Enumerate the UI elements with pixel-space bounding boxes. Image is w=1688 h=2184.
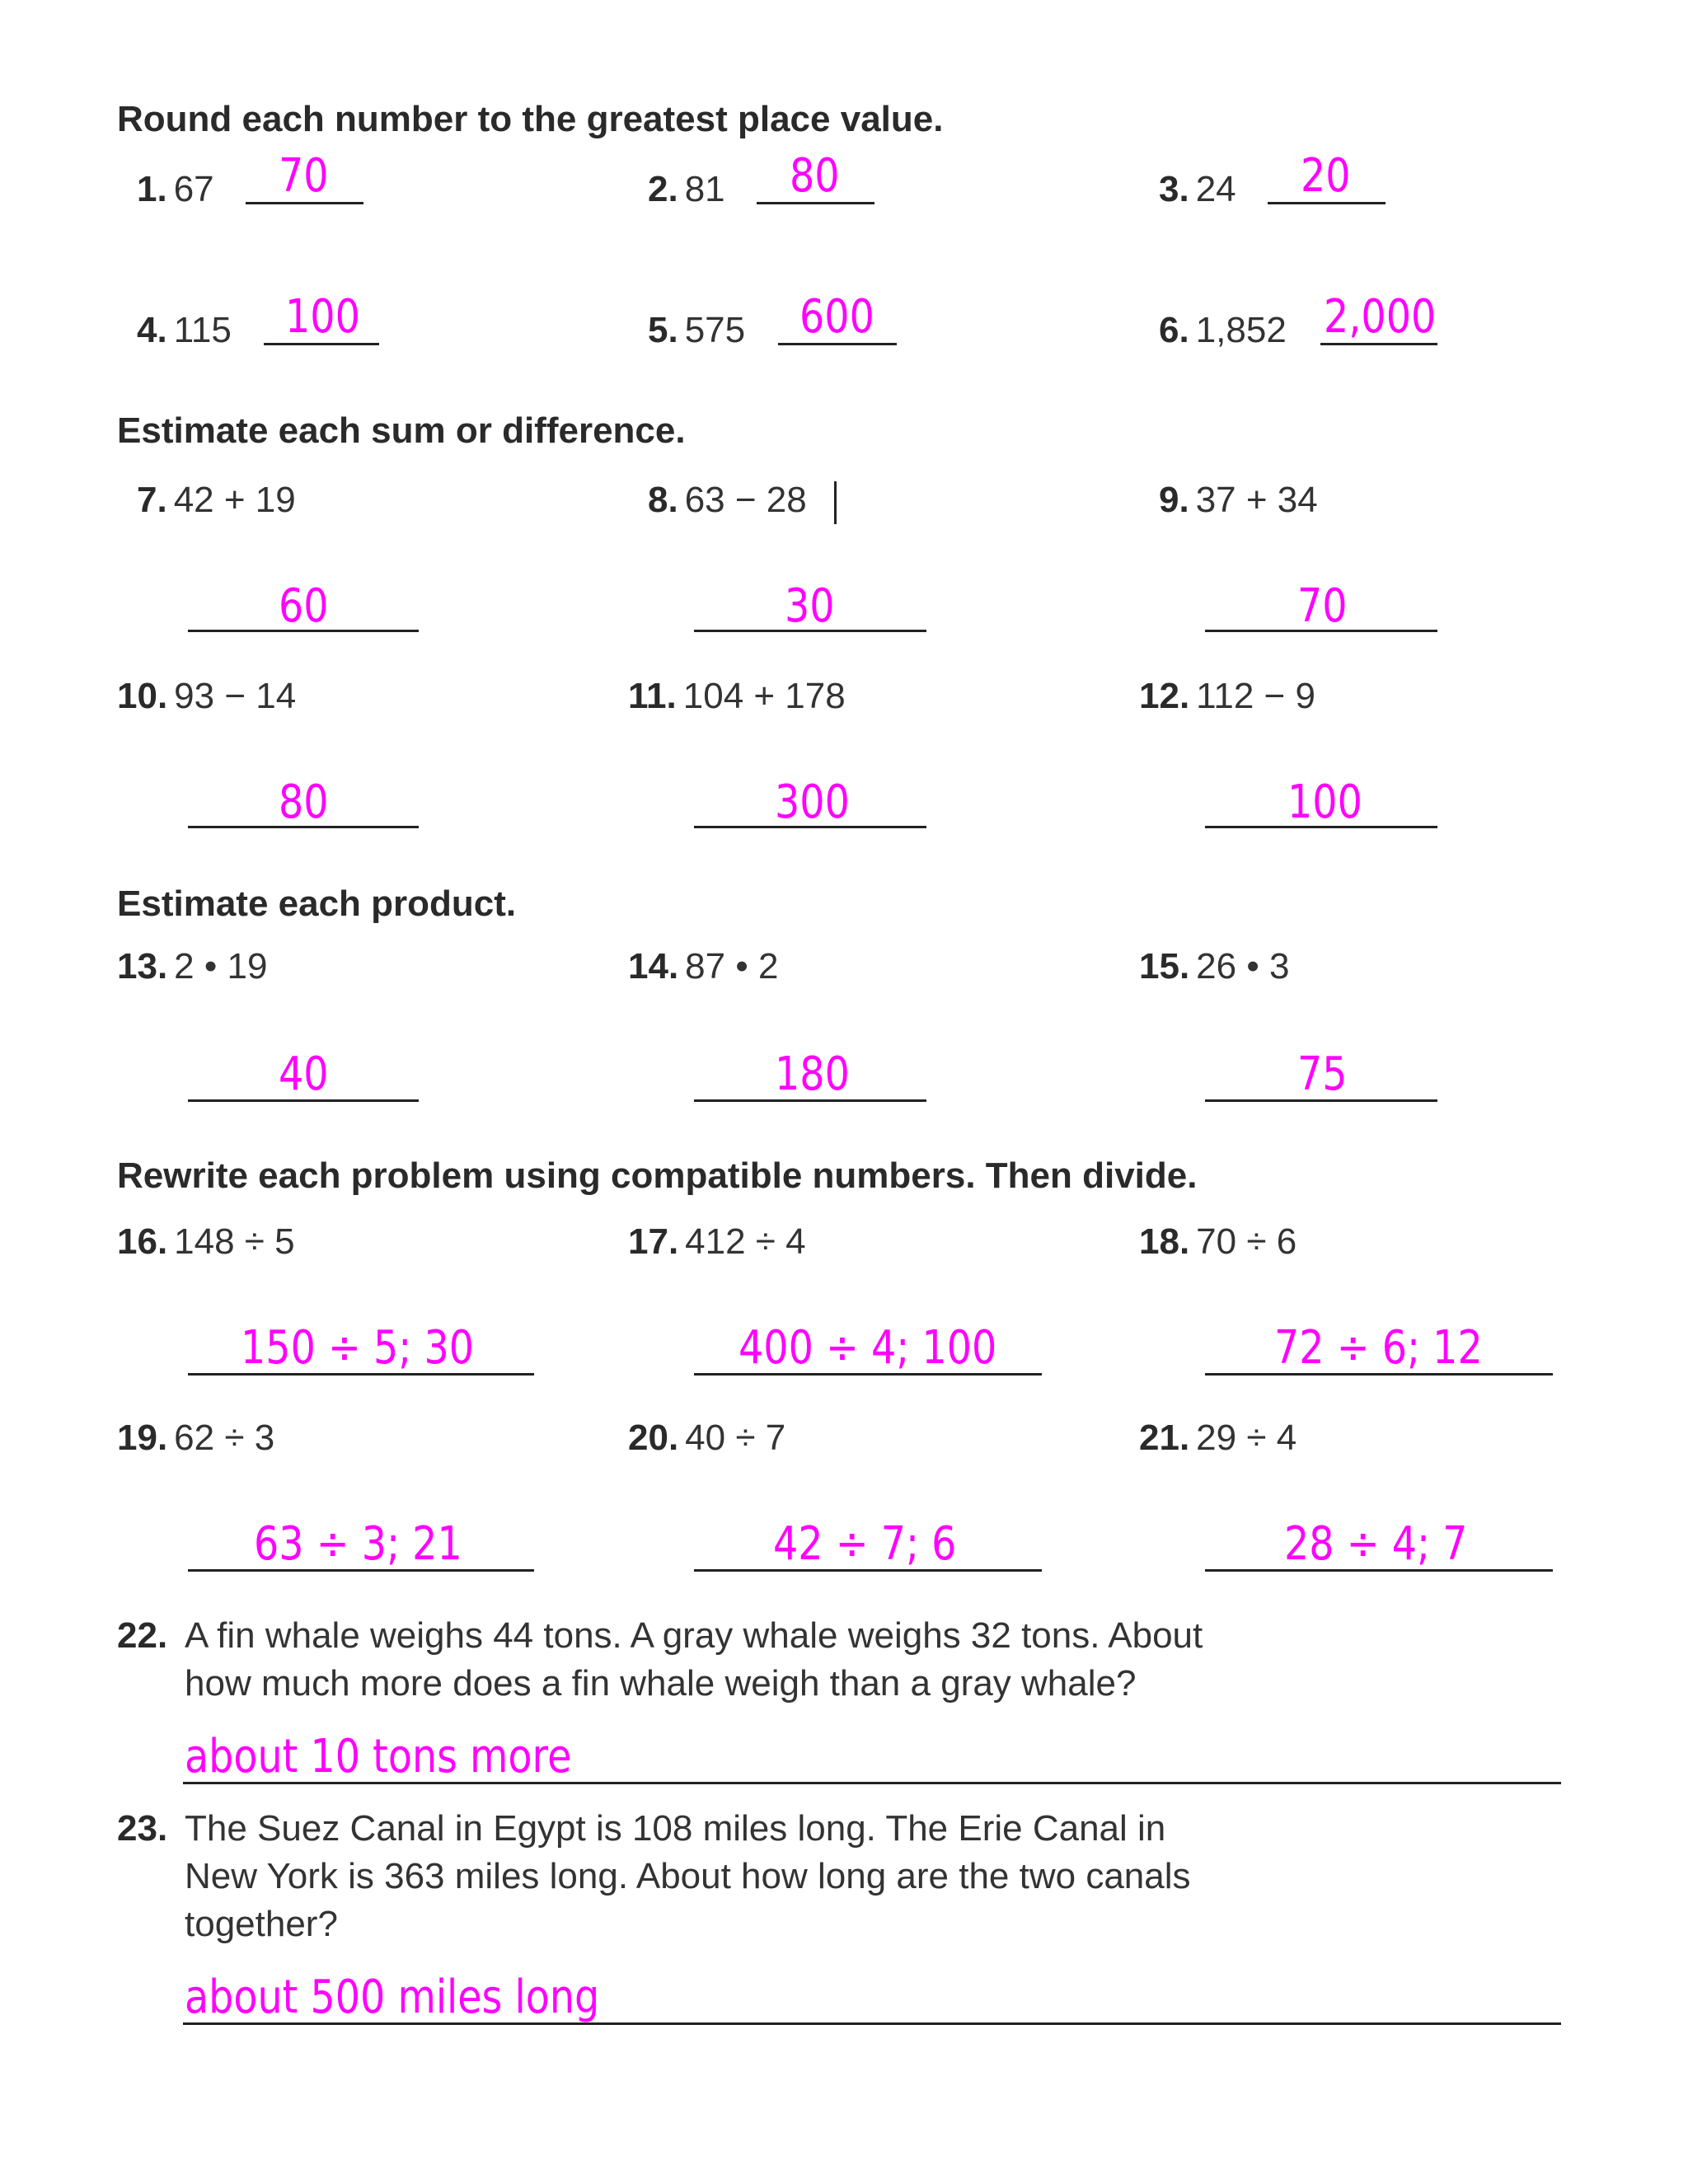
problem-number: 10.: [117, 676, 168, 716]
problem-expression: 2 • 19: [174, 946, 268, 987]
answer-16: 150 ÷ 5; 30: [241, 1321, 475, 1375]
answer-12: 100: [1287, 776, 1362, 829]
section-heading-round: Round each number to the greatest place value.: [117, 99, 944, 139]
problem-expression: 26 • 3: [1196, 946, 1290, 987]
problem-number: 15.: [1139, 946, 1190, 987]
problem-9: [1159, 480, 1318, 521]
problem-text-line: New York is 363 miles long. About how long are the two canals: [185, 1856, 1191, 1896]
problem-number: 6.: [1159, 310, 1189, 350]
problem-number: 8.: [648, 480, 678, 520]
word-problem-22: [117, 1612, 1586, 1708]
answer-3: 20: [1301, 149, 1351, 203]
answer-18: 72 ÷ 6; 12: [1274, 1321, 1483, 1375]
section-heading-estimate-product: Estimate each product.: [117, 883, 517, 924]
problem-6: [1159, 310, 1287, 351]
problem-expression: 67: [173, 169, 214, 209]
problem-expression: 412 ÷ 4: [685, 1221, 806, 1262]
problem-expression: 29 ÷ 4: [1196, 1418, 1297, 1458]
problem-11: [628, 676, 846, 717]
section-heading-estimate-sum: Estimate each sum or difference.: [117, 410, 686, 451]
problem-expression: 42 + 19: [173, 480, 296, 520]
problem-expression: 115: [173, 310, 232, 350]
problem-18: [1139, 1221, 1296, 1263]
problem-number: 19.: [117, 1418, 168, 1458]
problem-text-line: together?: [185, 1904, 338, 1944]
problem-number: 22.: [117, 1615, 168, 1656]
problem-expression: 575: [684, 310, 746, 350]
problem-3: [1159, 169, 1236, 210]
problem-12: [1139, 676, 1315, 717]
answer-23: about 500 miles long: [185, 1971, 600, 2024]
problem-17: [628, 1221, 806, 1263]
answer-13: 40: [279, 1047, 329, 1101]
answer-15: 75: [1297, 1047, 1348, 1101]
problem-number: 11.: [628, 676, 677, 716]
problem-number: 1.: [137, 169, 167, 209]
problem-10: [117, 676, 296, 717]
problem-number: 18.: [1139, 1221, 1190, 1262]
problem-number: 9.: [1159, 480, 1189, 520]
problem-5: [648, 310, 745, 351]
problem-number: 21.: [1139, 1418, 1190, 1458]
problem-expression: 112 − 9: [1196, 676, 1315, 716]
problem-number: 23.: [117, 1808, 168, 1849]
problem-expression: 1,852: [1195, 310, 1287, 350]
problem-number: 5.: [648, 310, 678, 350]
problem-8: [648, 480, 807, 521]
problem-text-line: A fin whale weighs 44 tons. A gray whale weighs 32 tons. About: [185, 1615, 1203, 1656]
problem-1: [137, 169, 214, 210]
answer-14: 180: [775, 1047, 850, 1101]
problem-expression: 93 − 14: [174, 676, 297, 716]
problem-21: [1139, 1418, 1296, 1459]
problem-2: [648, 169, 725, 210]
answer-11: 300: [775, 776, 850, 829]
problem-expression: 87 • 2: [685, 946, 779, 987]
answer-7: 60: [279, 579, 329, 633]
answer-20: 42 ÷ 7; 6: [773, 1517, 957, 1571]
problem-15: [1139, 946, 1289, 987]
problem-number: 4.: [137, 310, 167, 350]
problem-expression: 104 + 178: [682, 676, 846, 716]
problem-20: [628, 1418, 785, 1459]
problem-expression: 62 ÷ 3: [174, 1418, 275, 1458]
problem-number: 3.: [1159, 169, 1189, 209]
answer-5: 600: [799, 290, 874, 344]
problem-13: [117, 946, 267, 987]
problem-expression: 81: [684, 169, 725, 209]
problem-expression: 40 ÷ 7: [685, 1418, 786, 1458]
answer-2: 80: [790, 149, 840, 203]
problem-text-line: The Suez Canal in Egypt is 108 miles long. The Erie Canal in: [185, 1808, 1166, 1849]
problem-expression: 148 ÷ 5: [174, 1221, 295, 1262]
word-problem-23: [117, 1805, 1586, 1948]
problem-text-line: how much more does a fin whale weigh than a gray whale?: [185, 1663, 1137, 1704]
answer-21: 28 ÷ 4; 7: [1284, 1517, 1468, 1571]
answer-19: 63 ÷ 3; 21: [254, 1517, 462, 1571]
answer-17: 400 ÷ 4; 100: [738, 1321, 997, 1375]
problem-expression: 63 − 28: [684, 480, 807, 520]
problem-number: 17.: [628, 1221, 679, 1262]
problem-number: 7.: [137, 480, 167, 520]
problem-number: 13.: [117, 946, 168, 987]
answer-4: 100: [285, 290, 360, 344]
problem-number: 20.: [628, 1418, 679, 1458]
problem-number: 12.: [1139, 676, 1190, 716]
answer-6: 2,000: [1324, 290, 1437, 344]
problem-expression: 24: [1195, 169, 1236, 209]
answer-10: 80: [279, 776, 329, 829]
problem-16: [117, 1221, 295, 1263]
answer-8: 30: [785, 579, 835, 633]
answer-9: 70: [1297, 579, 1348, 633]
problem-4: [137, 310, 232, 351]
problem-number: 14.: [628, 946, 679, 987]
problem-expression: 37 + 34: [1195, 480, 1318, 520]
section-heading-compatible: Rewrite each problem using compatible numbers. Then divide.: [117, 1155, 1198, 1196]
problem-7: [137, 480, 296, 521]
text-cursor: [834, 481, 837, 524]
problem-14: [628, 946, 778, 987]
problem-19: [117, 1418, 274, 1459]
problem-number: 16.: [117, 1221, 168, 1262]
problem-expression: 70 ÷ 6: [1196, 1221, 1297, 1262]
answer-22: about 10 tons more: [185, 1730, 572, 1783]
problem-number: 2.: [648, 169, 678, 209]
answer-1: 70: [279, 149, 329, 203]
